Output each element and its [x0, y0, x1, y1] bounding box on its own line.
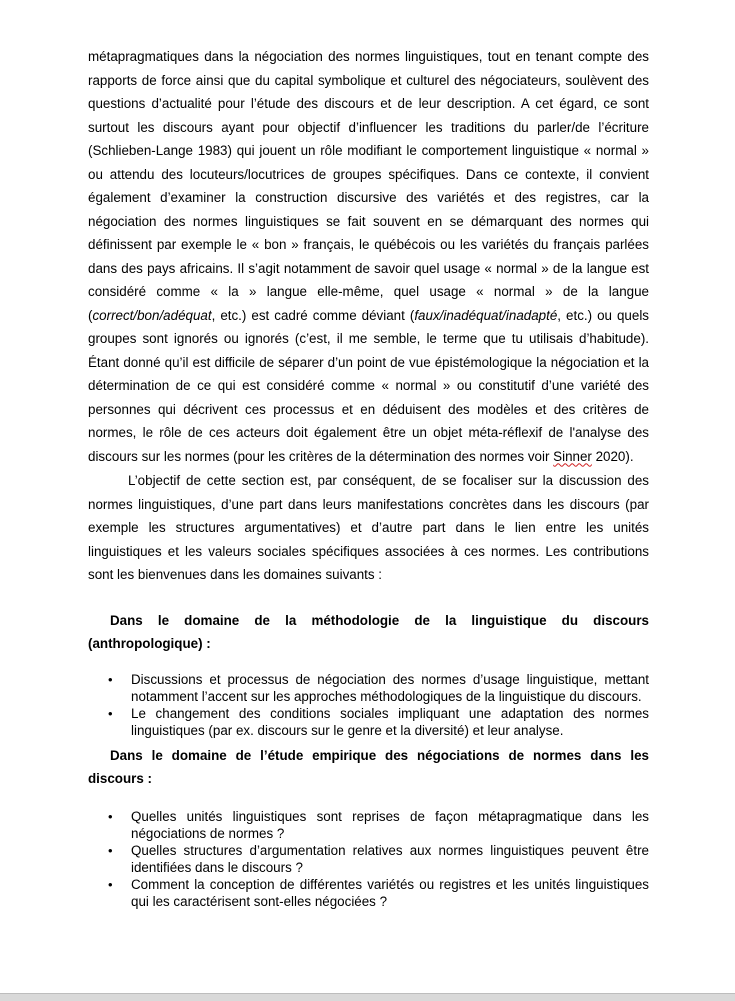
list-item: [88, 705, 649, 739]
bullet-icon: •: [108, 843, 113, 858]
list-item: [88, 671, 649, 705]
paragraph-text-run: , etc.) ou quels groupes sont ignorés ou ignorés (c’est, il me semble, le terme que tu utilisais d’habitude). Étant donné qu’il est difficile de séparer d’un point de vue épistémologique la négociation et la détermination de ce qui est considéré comme « normal » ou constitutif d’une variété des personnes qui décrivent ces processus et en déduisent des modèles et des critères de normes, le rôle de ces acteurs doit également être un objet méta-réflexif de l'analyse des discours sur les normes (pour les critères de la détermination des normes voir: [88, 307, 649, 464]
list-item-text: Quelles structures d’argumentation relatives aux normes linguistiques peuvent être identifiées dans le discours ?: [131, 843, 649, 875]
spellcheck-flagged-word: Sinner: [553, 448, 592, 464]
bullet-icon: •: [108, 672, 113, 687]
italic-term: correct/bon/adéquat: [92, 307, 212, 323]
italic-term: faux/inadéquat/inadapté: [414, 307, 558, 323]
empirical-bullet-list: [88, 808, 649, 910]
heading-empirical-domain: Dans le domaine de l’étude empirique des négociations de normes dans les discours :: [88, 748, 649, 786]
list-item: [88, 842, 649, 876]
bullet-icon: •: [108, 877, 113, 892]
bullet-icon: •: [108, 706, 113, 721]
list-item-text: Discussions et processus de négociation des normes d’usage linguistique, mettant notamment l’accent sur les approches méthodologiques de la linguistique du discours.: [131, 672, 649, 704]
list-item: [88, 876, 649, 910]
list-item-text: Le changement des conditions sociales impliquant une adaptation des normes linguistiques (par ex. discours sur le genre et la diversité) et leur analyse.: [131, 706, 649, 738]
heading-methodology-domain: Dans le domaine de la méthodologie de la linguistique du discours (anthropologique) :: [88, 613, 649, 651]
paragraph-text-run: , etc.) est cadré comme déviant (: [211, 307, 415, 323]
list-item-text: Quelles unités linguistiques sont reprises de façon métapragmatique dans les négociations de normes ?: [131, 809, 649, 841]
methodology-bullet-list: [88, 671, 649, 739]
paragraph-text-run: métapragmatiques dans la négociation des normes linguistiques, tout en tenant compte des rapports de force ainsi que du capital symbolique et culturel des négociateurs, soulèvent des questions d’actualité pour l’étude des discours et de leur description. A cet égard, ce sont surtout les discours ayant pour objectif d’influencer les traditions du parler/de l’écriture (Schlieben-Lange 1983) qui jouent un rôle modifiant le comportement linguistique « normal » ou attendu des locuteurs/locutrices de groupes spécifiques. Dans ce contexte, il convient également d’examiner la construction discursive des variétés et des registres, car la négociation des normes linguistiques se fait souvent en se démarquant des normes qui définissent par exemple le « bon » français, le québécois ou les variétés du français parlées dans des pays africains. Il s’agit notamment de savoir quel usage « normal » de la langue est considéré comme « la » langue elle-même, quel usage « normal » de la langue (: [88, 49, 649, 323]
paragraph-text-run: 2020).: [591, 448, 634, 464]
bullet-icon: •: [108, 809, 113, 824]
paragraph-section-objective: L’objectif de cette section est, par conséquent, de se focaliser sur la discussion des normes linguistiques, d’une part dans leurs manifestations concrètes dans les discours (par exemple les structures argumentatives) et d’autre part dans le lien entre les unités linguistiques et les valeurs sociales spécifiques associées à ces normes. Les contributions sont les bienvenues dans les domaines suivants :: [88, 473, 649, 582]
list-item: [88, 808, 649, 842]
list-item-text: Comment la conception de différentes variétés ou registres et les unités linguistiques qui les caractérisent sont-elles négociées ?: [131, 877, 649, 909]
paragraph-norm-negotiation: [88, 45, 649, 468]
